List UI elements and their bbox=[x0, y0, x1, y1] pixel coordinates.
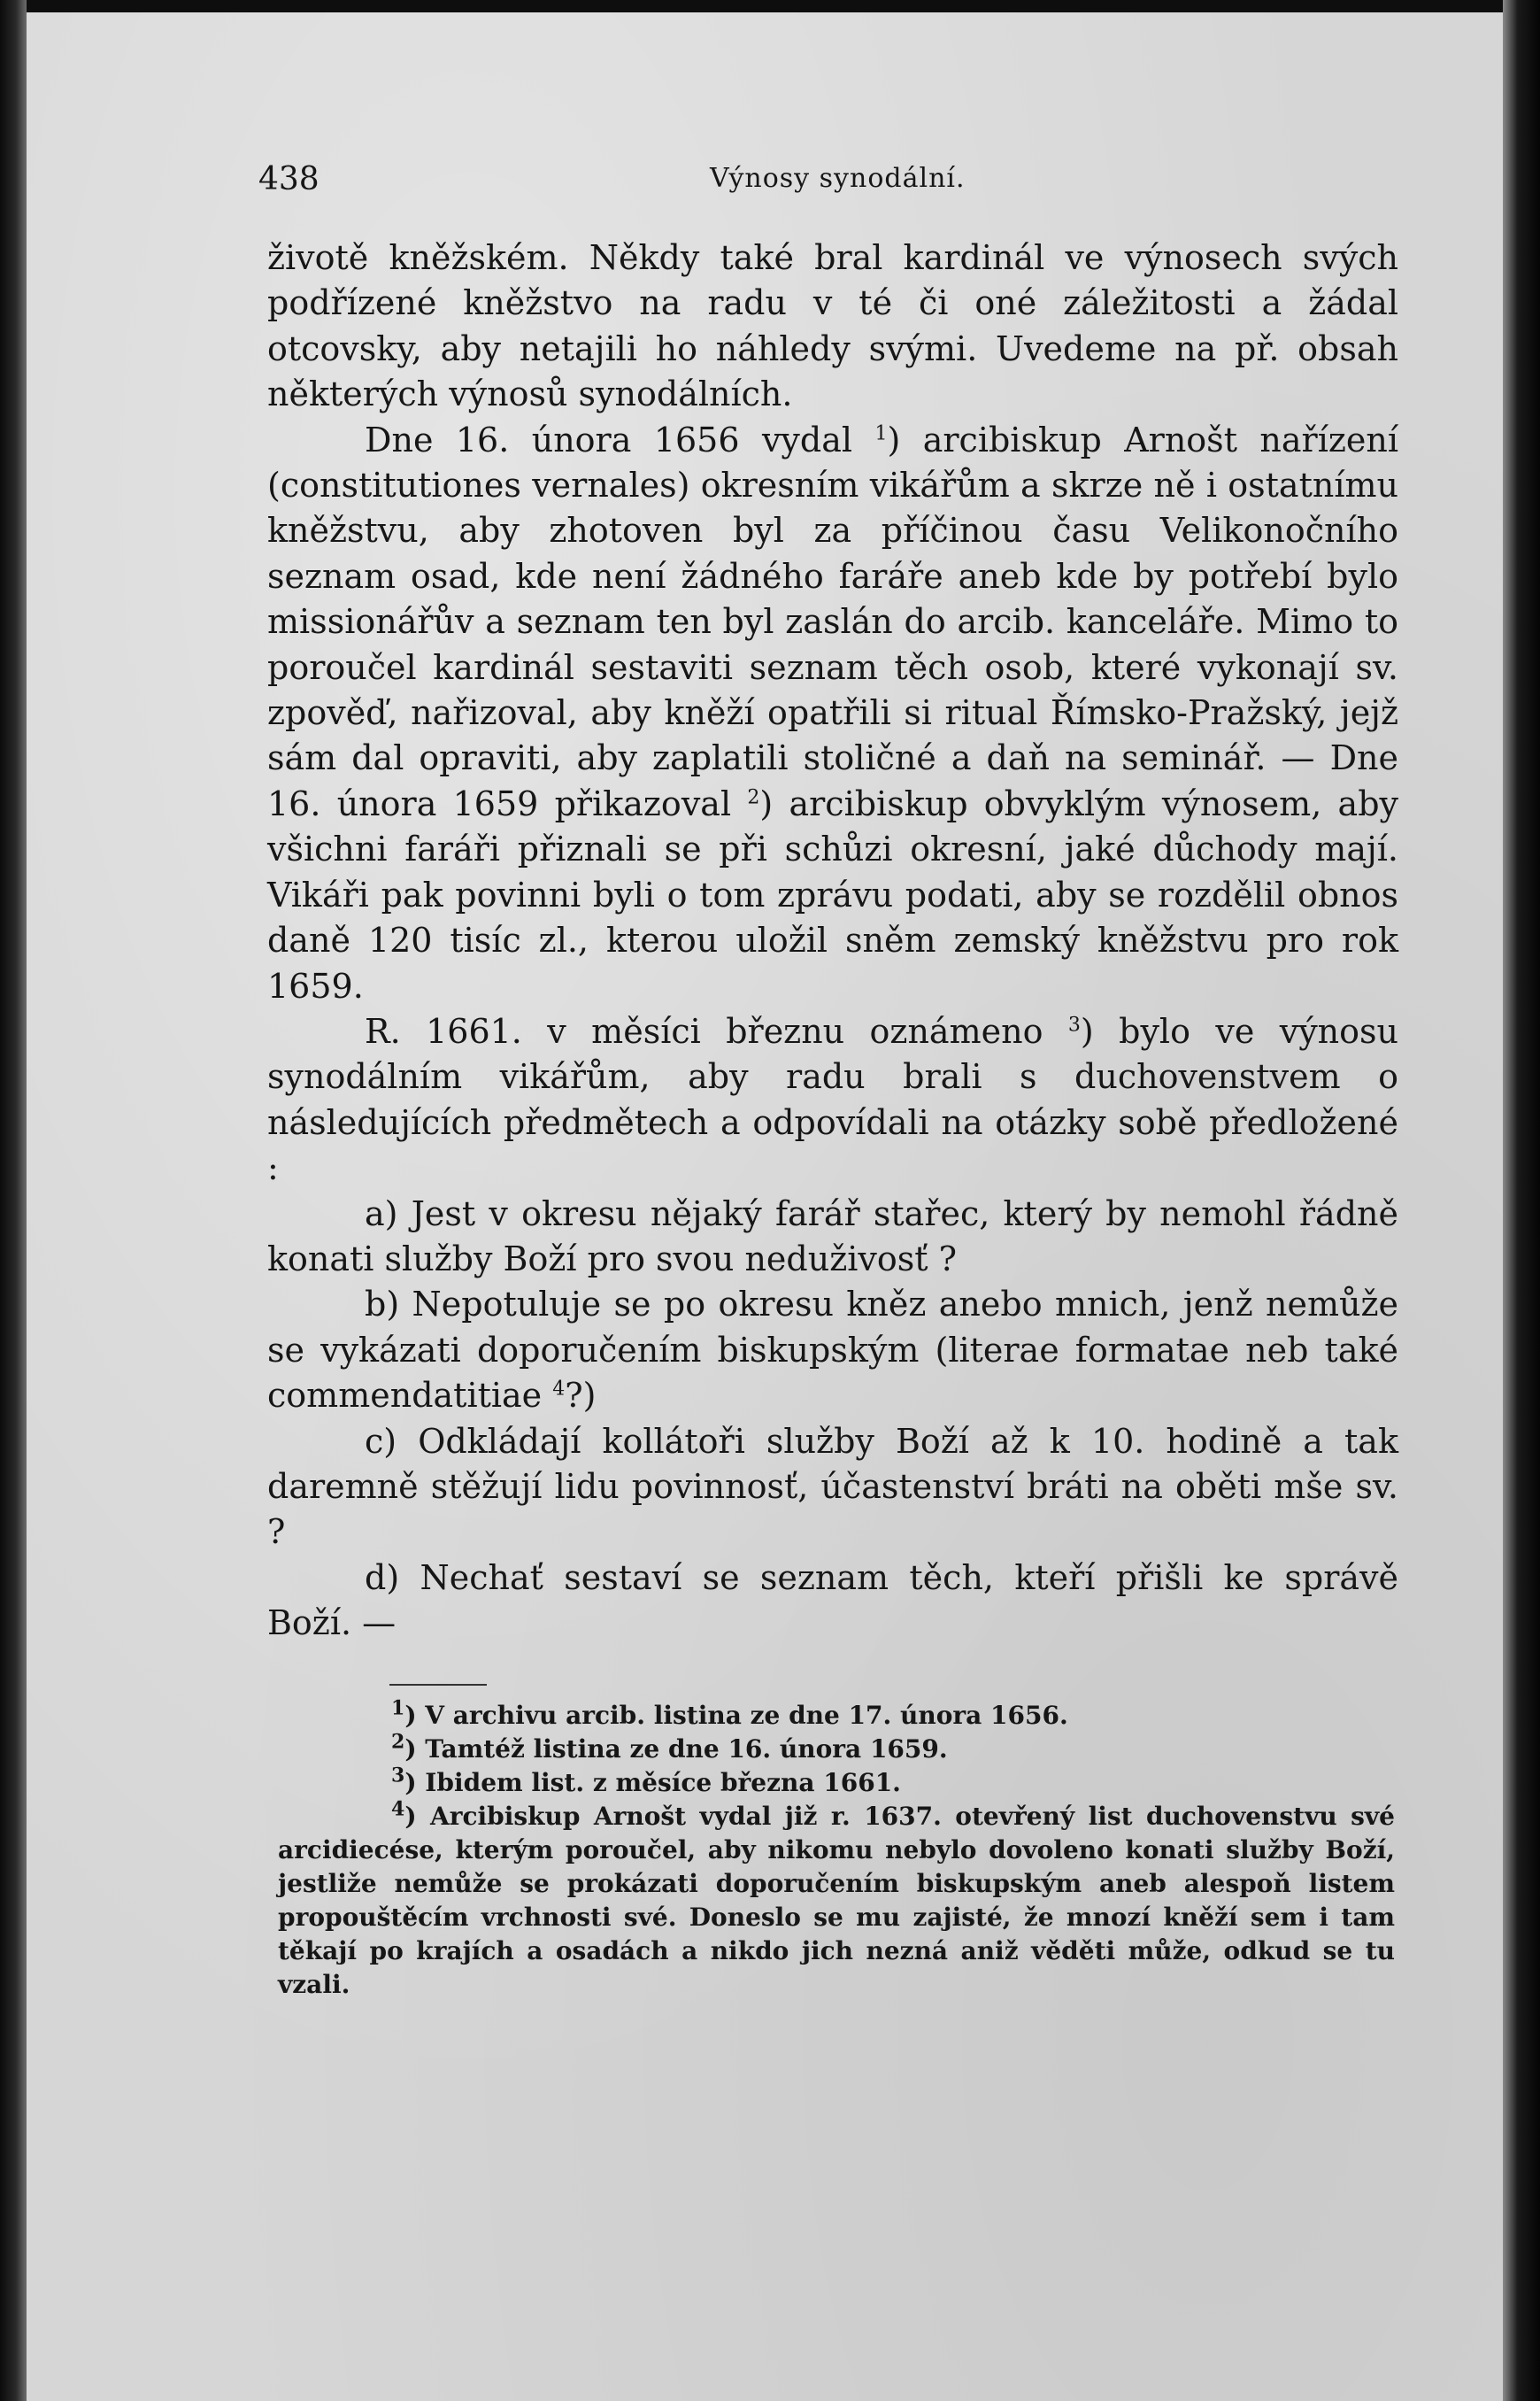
list-item-d: d) Nechať sestaví se seznam těch, kteří přišli ke správě Boží. — bbox=[267, 1557, 1398, 1643]
scan-border-left bbox=[0, 0, 27, 2401]
footnotes bbox=[278, 1696, 1395, 2002]
scan-border-top bbox=[0, 0, 1540, 12]
footnote-2: $^2$) Tamtéž listina ze dne 16. února 1659. bbox=[391, 1730, 948, 1764]
footnote-rule bbox=[389, 1684, 487, 1686]
footnote-3: $^3$) Ibidem list. z měsíce března 1661. bbox=[391, 1764, 901, 1797]
running-title: Výnosy synodální. bbox=[710, 163, 966, 194]
running-head bbox=[258, 161, 1391, 214]
page-number: 438 bbox=[258, 161, 320, 197]
paragraph-1: životě kněžském. Někdy také bral kardinál ve výnosech svých podřízené kněžstvo na radu v té či oné záležitosti a žádal otcovsky, aby netajili ho náhledy svými. Uvedeme na př. obsah některých výnosů synodálních. bbox=[267, 238, 1398, 414]
footnote-ref-4: 4 bbox=[552, 1378, 566, 1401]
footnote-ref-2: 2 bbox=[747, 786, 760, 809]
main-text bbox=[267, 235, 1398, 1647]
list-item-b: b) Nepotuluje se po okresu kněz anebo mnich, jenž nemůže se vykázati doporučením biskupským (literae formatae neb také commendatitiae $^4$?) bbox=[267, 1285, 1398, 1416]
paragraph-3: R. 1661. v měsíci březnu oznámeno $^3$) bylo ve výnosu synodálním vikářům, aby radu brali s duchovenstvem o následujících předmětech a odpovídali na otázky sobě předložené : bbox=[267, 1011, 1398, 1188]
scan-border-right bbox=[1503, 0, 1540, 2401]
list-item-a: a) Jest v okresu nějaký farář stařec, který by nemohl řádně konati služby Boží pro svou neduživosť ? bbox=[267, 1193, 1398, 1278]
list-item-c: c) Odkládají kollátoři služby Boží až k 10. hodině a tak daremně stěžují lidu povinnosť, účastenství bráti na oběti mše sv. ? bbox=[267, 1421, 1398, 1552]
footnote-4: $^4$) Arcibiskup Arnošt vydal již r. 1637. otevřený list duchovenstvu své arcidiecése, kterým poroučel, aby nikomu nebylo dovoleno konati služby Boží, jestliže nemůže se prokázati doporučením biskupským aneb alespoň listem propouštěcím vrchnosti své. Doneslo se mu zajisté, že mnozí kněží sem i tam těkají po krajích a osadách a nikdo jich nezná aniž věděti může, odkud se tu vzali. bbox=[278, 1797, 1395, 1999]
book-page bbox=[27, 12, 1503, 2401]
paragraph-2: Dne 16. února 1656 vydal $^1$) arcibiskup Arnošt nařízení (constitutiones vernales) okresním vikářům a skrze ně i ostatnímu kněžstvu, aby zhotoven byl za příčinou času Velikonočního seznam osad, kde není žádného faráře aneb kde by potřebí bylo missionářův a seznam ten byl zaslán do arcib. kanceláře. Mimo to poroučel kardinál sestaviti seznam těch osob, které vykonají sv. zpověď, nařizoval, aby kněží opatřili si ritual Římsko-Pražský, jejž sám dal opraviti, aby zaplatili stoličné a daň na seminář. — Dne 16. února 1659 přikazoval $^2$) arcibiskup obvyklým výnosem, aby všichni faráři přiznali se při schůzi okresní, jaké důchody mají. Vikáři pak povinni byli o tom zprávu podati, aby se rozdělil obnos daně 120 tisíc zl., kterou uložil sněm zemský kněžstvu pro rok 1659. bbox=[267, 420, 1398, 1006]
footnote-ref-3: 3 bbox=[1067, 1014, 1081, 1037]
footnote-1: $^1$) V archivu arcib. listina ze dne 17. února 1656. bbox=[391, 1696, 1068, 1730]
footnote-ref-1: 1 bbox=[874, 421, 888, 444]
